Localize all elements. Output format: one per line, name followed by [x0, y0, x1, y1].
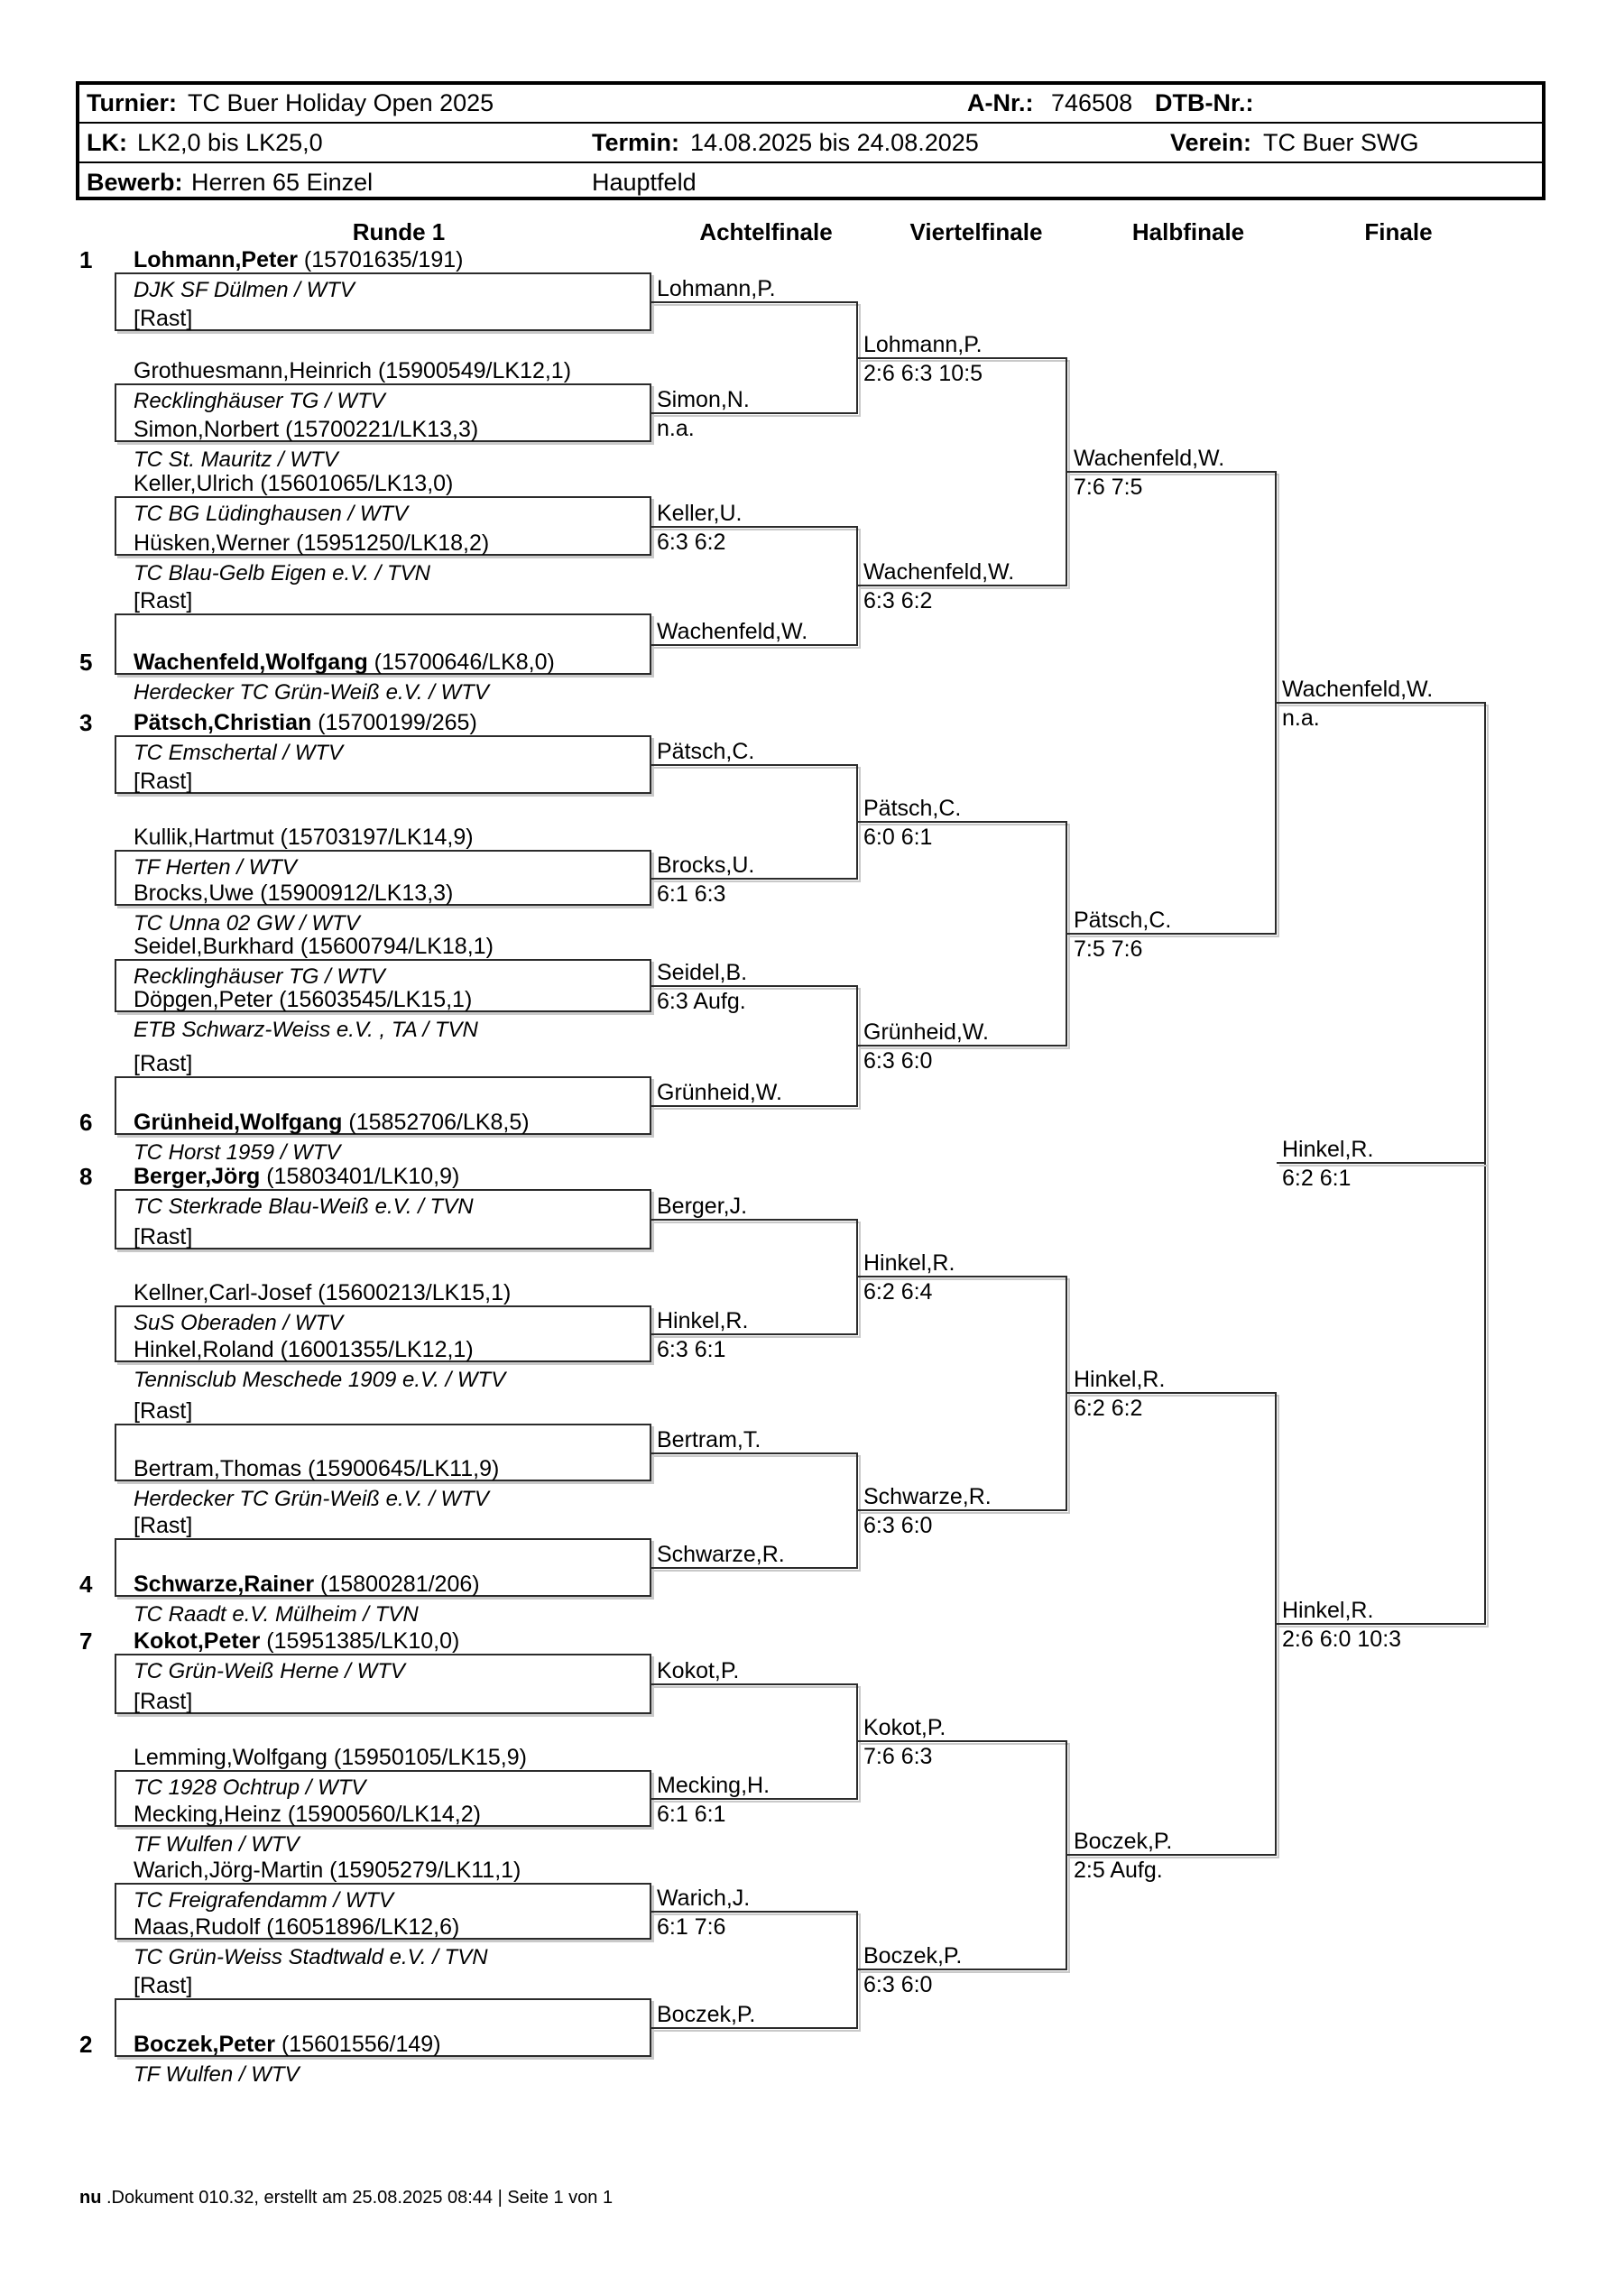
footer-app-name: nu — [79, 2188, 102, 2208]
bracket-line — [858, 1740, 1067, 1742]
match-score: 6:3 6:0 — [863, 1048, 933, 1074]
player-name-rest: [Rast] — [134, 1051, 193, 1076]
winner-name: Boczek,P. — [1074, 1829, 1173, 1854]
player-name — [134, 1398, 192, 1424]
player-name-rest: (15701635/191) — [297, 247, 464, 272]
player-club: TC 1928 Ochtrup / WTV — [134, 1775, 366, 1800]
player-name — [134, 650, 555, 675]
bewerb-value: Herren 65 Einzel — [191, 169, 374, 196]
match-score: 6:3 6:0 — [863, 1513, 933, 1538]
player-name-rest: [Rast] — [134, 1513, 193, 1538]
player-club: Herdecker TC Grün-Weiß e.V. / WTV — [134, 680, 489, 705]
winner-name: Boczek,P. — [657, 2002, 756, 2027]
player-name — [134, 2032, 441, 2057]
player-name-rest: Kellner,Carl-Josef (15600213/LK15,1) — [134, 1280, 512, 1305]
verein-label: Verein: — [1170, 129, 1252, 156]
player-name — [134, 1973, 192, 1998]
verein-value: TC Buer SWG — [1263, 129, 1419, 156]
match-score: 6:3 6:2 — [863, 588, 933, 613]
player-name-rest: Maas,Rudolf (16051896/LK12,6) — [134, 1914, 460, 1940]
player-club: TC BG Lüdinghausen / WTV — [134, 502, 409, 526]
match-score: 7:5 7:6 — [1074, 936, 1143, 962]
bracket-line — [1067, 1854, 1277, 1856]
player-name-rest: Brocks,Uwe (15900912/LK13,3) — [134, 881, 454, 906]
player-club: Recklinghäuser TG / WTV — [134, 964, 385, 989]
player-name-rest: Keller,Ulrich (15601065/LK13,0) — [134, 471, 454, 496]
bracket-line — [1067, 471, 1277, 473]
turnier-value: TC Buer Holiday Open 2025 — [188, 89, 494, 116]
player-name-bold: Grünheid,Wolfgang — [134, 1110, 343, 1135]
seed-number: 2 — [79, 2031, 93, 2058]
player-name — [134, 1572, 480, 1597]
player-club: TC Grün-Weiß Herne / WTV — [134, 1659, 405, 1683]
player-name-rest: Grothuesmann,Heinrich (15900549/LK12,1) — [134, 358, 572, 383]
player-name-rest: (15800281/206) — [314, 1572, 480, 1597]
seed-number: 1 — [79, 246, 93, 273]
bracket-line — [858, 357, 1067, 359]
bracket-line — [1277, 702, 1486, 704]
player-club: DJK SF Dülmen / WTV — [134, 278, 355, 302]
player-name-rest: Bertram,Thomas (15900645/LK11,9) — [134, 1456, 500, 1481]
winner-name: Schwarze,R. — [657, 1542, 785, 1567]
match-score: 6:1 6:3 — [657, 881, 726, 907]
column-header-finale: Finale — [1364, 218, 1433, 245]
player-club: Recklinghäuser TG / WTV — [134, 389, 385, 413]
bracket-line — [651, 301, 858, 303]
header-row-divider — [79, 161, 1542, 163]
player-name-rest: Mecking,Heinz (15900560/LK14,2) — [134, 1802, 481, 1827]
bracket-line — [651, 644, 858, 646]
player-name-rest: Hinkel,Roland (16001355/LK12,1) — [134, 1337, 474, 1362]
winner-name: Mecking,H. — [657, 1773, 770, 1798]
player-club: TC Horst 1959 / WTV — [134, 1140, 341, 1165]
termin-label: Termin: — [592, 129, 680, 156]
player-name-rest: Döpgen,Peter (15603545/LK15,1) — [134, 987, 473, 1012]
bewerb-label: Bewerb: — [87, 169, 183, 196]
bracket-line — [651, 1798, 858, 1800]
match-score: 2:6 6:0 10:3 — [1282, 1627, 1402, 1652]
player-club: Tennisclub Meschede 1909 e.V. / WTV — [134, 1368, 506, 1392]
match-score: 6:0 6:1 — [863, 825, 933, 850]
player-club: TC Raadt e.V. Mülheim / TVN — [134, 1602, 419, 1627]
bracket-line — [858, 585, 1067, 586]
player-name-bold: Boczek,Peter — [134, 2032, 276, 2057]
player-club: TC St. Mauritz / WTV — [134, 447, 338, 472]
winner-name: Hinkel,R. — [657, 1308, 749, 1333]
player-name — [134, 769, 192, 794]
bracket-line — [858, 1509, 1067, 1511]
player-name — [134, 417, 478, 442]
player-name-rest: [Rast] — [134, 1973, 193, 1998]
player-name-rest: [Rast] — [134, 306, 193, 331]
termin-value: 14.08.2025 bis 24.08.2025 — [690, 129, 979, 156]
player-name-rest: (15852706/LK8,5) — [342, 1110, 530, 1135]
player-name-bold: Kokot,Peter — [134, 1628, 261, 1654]
player-name-rest: (15951385/LK10,0) — [260, 1628, 460, 1654]
dtb-label: DTB-Nr.: — [1155, 89, 1254, 116]
player-name — [134, 247, 463, 272]
player-club: Herdecker TC Grün-Weiß e.V. / WTV — [134, 1487, 489, 1511]
match-score: 2:5 Aufg. — [1074, 1858, 1163, 1883]
bracket-line — [651, 2027, 858, 2029]
bracket-line — [651, 526, 858, 528]
player-club: TC Emschertal / WTV — [134, 741, 344, 765]
player-name-rest: [Rast] — [134, 1398, 193, 1424]
bracket-line — [1277, 1623, 1486, 1625]
anr-value: 746508 — [1051, 89, 1133, 116]
player-name-rest: (15700646/LK8,0) — [367, 650, 555, 675]
player-name — [134, 1456, 499, 1481]
footer-text: .Dokument 010.32, erstellt am 25.08.2025 08:44 | Seite 1 von 1 — [101, 2188, 614, 2208]
match-score: 2:6 6:3 10:5 — [863, 361, 983, 386]
seed-number: 8 — [79, 1163, 93, 1190]
player-name-bold: Pätsch,Christian — [134, 710, 312, 735]
player-name — [134, 306, 192, 331]
match-score: 6:3 6:2 — [657, 530, 726, 555]
player-club: SuS Oberaden / WTV — [134, 1311, 344, 1335]
winner-name: Seidel,B. — [657, 960, 748, 985]
winner-name: Pätsch,C. — [1074, 908, 1172, 933]
bracket-line — [858, 821, 1067, 823]
player-name — [134, 1164, 459, 1189]
player-club: TC Sterkrade Blau-Weiß e.V. / TVN — [134, 1194, 474, 1219]
winner-name: Simon,N. — [657, 387, 750, 412]
player-club: TC Grün-Weiss Stadtwald e.V. / TVN — [134, 1945, 488, 1969]
winner-name: Lohmann,P. — [863, 332, 983, 357]
winner-name: Hinkel,R. — [863, 1250, 955, 1276]
player-name-rest: Lemming,Wolfgang (15950105/LK15,9) — [134, 1745, 527, 1770]
bracket-line — [1067, 1392, 1277, 1394]
player-name — [134, 1110, 530, 1135]
bracket-line — [651, 1105, 858, 1107]
player-name — [134, 710, 477, 735]
player-club: TC Freigrafendamm / WTV — [134, 1888, 394, 1913]
bracket-line — [651, 985, 858, 987]
bracket-line — [858, 1045, 1067, 1047]
match-score: 7:6 6:3 — [863, 1744, 933, 1769]
player-name — [134, 1513, 192, 1538]
header-row-divider — [79, 122, 1542, 124]
column-header-achtelfinale: Achtelfinale — [699, 218, 833, 245]
player-name — [134, 1689, 192, 1714]
player-name — [134, 1628, 459, 1654]
player-name-rest: Warich,Jörg-Martin (15905279/LK11,1) — [134, 1858, 521, 1883]
bracket-line — [651, 1683, 858, 1685]
winner-name: Warich,J. — [657, 1886, 751, 1911]
winner-name: Brocks,U. — [657, 853, 755, 878]
winner-name: Hinkel,R. — [1282, 1598, 1374, 1623]
player-name-bold: Wachenfeld,Wolfgang — [134, 650, 368, 675]
match-score: 6:2 6:4 — [863, 1279, 933, 1305]
bracket-line — [651, 1452, 858, 1454]
final-score: 6:2 6:1 — [1282, 1166, 1352, 1191]
bracket-line — [651, 1567, 858, 1569]
winner-name: Keller,U. — [657, 501, 743, 526]
champion-line — [1277, 1162, 1486, 1164]
winner-name: Wachenfeld,W. — [1074, 446, 1225, 471]
feld-value: Hauptfeld — [592, 169, 697, 196]
player-name — [134, 934, 494, 959]
player-club: ETB Schwarz-Weiss e.V. , TA / TVN — [134, 1018, 478, 1042]
player-name-rest: (15700199/265) — [311, 710, 477, 735]
seed-number: 7 — [79, 1627, 93, 1655]
player-name-bold: Berger,Jörg — [134, 1164, 261, 1189]
winner-name: Grünheid,W. — [657, 1080, 782, 1105]
player-club: TF Herten / WTV — [134, 855, 297, 880]
player-name — [134, 471, 453, 496]
player-name — [134, 881, 453, 906]
winner-name: Wachenfeld,W. — [1282, 677, 1434, 702]
match-score: 6:3 6:1 — [657, 1337, 726, 1362]
player-name — [134, 987, 472, 1012]
winner-name: Wachenfeld,W. — [863, 559, 1015, 585]
player-name-rest: Hüsken,Werner (15951250/LK18,2) — [134, 530, 490, 556]
bracket-line — [651, 1333, 858, 1335]
player-name — [134, 1914, 459, 1940]
player-name-rest: [Rast] — [134, 1689, 193, 1714]
player-name-rest: [Rast] — [134, 1224, 193, 1249]
winner-name: Grünheid,W. — [863, 1019, 989, 1045]
lk-value: LK2,0 bis LK25,0 — [137, 129, 323, 156]
player-name-rest: [Rast] — [134, 588, 193, 613]
player-club: TC Blau-Gelb Eigen e.V. / TVN — [134, 561, 431, 586]
bracket-line — [651, 1911, 858, 1913]
player-name — [134, 358, 571, 383]
player-name — [134, 1280, 511, 1305]
player-name — [134, 1802, 481, 1827]
player-name — [134, 1858, 521, 1883]
anr-label: A-Nr.: — [967, 89, 1034, 116]
bracket-line — [651, 1219, 858, 1221]
player-name-rest: Kullik,Hartmut (15703197/LK14,9) — [134, 825, 474, 850]
seed-number: 6 — [79, 1109, 93, 1136]
player-name — [134, 1224, 192, 1249]
player-club: TF Wulfen / WTV — [134, 1832, 300, 1857]
player-name-bold: Schwarze,Rainer — [134, 1572, 315, 1597]
turnier-label: Turnier: — [87, 89, 177, 116]
bracket-line — [1067, 933, 1277, 935]
column-header-runde1: Runde 1 — [352, 218, 446, 245]
winner-name: Berger,J. — [657, 1194, 748, 1219]
winner-name: Kokot,P. — [657, 1658, 740, 1683]
bracket-line — [858, 1276, 1067, 1277]
winner-name: Schwarze,R. — [863, 1484, 992, 1509]
match-score: n.a. — [1282, 705, 1320, 731]
player-name-rest: [Rast] — [134, 769, 193, 794]
bracket-line — [651, 412, 858, 414]
winner-name: Pätsch,C. — [863, 796, 962, 821]
winner-name: Boczek,P. — [863, 1943, 963, 1969]
seed-number: 5 — [79, 649, 93, 676]
player-name-rest: (15803401/LK10,9) — [260, 1164, 460, 1189]
match-score: 6:3 Aufg. — [657, 989, 746, 1014]
player-name — [134, 825, 474, 850]
winner-name: Lohmann,P. — [657, 276, 776, 301]
match-score: 6:1 7:6 — [657, 1914, 726, 1940]
seed-number: 4 — [79, 1571, 93, 1598]
player-name — [134, 1051, 192, 1076]
match-score: 6:2 6:2 — [1074, 1396, 1143, 1421]
winner-name: Hinkel,R. — [1074, 1367, 1166, 1392]
winner-name: Kokot,P. — [863, 1715, 946, 1740]
player-name-bold: Lohmann,Peter — [134, 247, 298, 272]
player-name — [134, 1337, 474, 1362]
player-name-rest: Simon,Norbert (15700221/LK13,3) — [134, 417, 479, 442]
match-score: 6:1 6:1 — [657, 1802, 726, 1827]
match-score: n.a. — [657, 416, 695, 441]
player-club: TF Wulfen / WTV — [134, 2062, 300, 2087]
player-name-rest: (15601556/149) — [275, 2032, 441, 2057]
player-name-rest: Seidel,Burkhard (15600794/LK18,1) — [134, 934, 494, 959]
footer-note — [79, 2187, 613, 2208]
seed-number: 3 — [79, 709, 93, 736]
match-score: 7:6 7:5 — [1074, 475, 1143, 500]
column-header-viertelfinale: Viertelfinale — [909, 218, 1043, 245]
player-name — [134, 530, 489, 556]
player-club: TC Unna 02 GW / WTV — [134, 911, 360, 936]
player-name — [134, 588, 192, 613]
winner-name: Wachenfeld,W. — [657, 619, 808, 644]
column-header-halbfinale: Halbfinale — [1131, 218, 1245, 245]
champion-name: Hinkel,R. — [1282, 1137, 1374, 1162]
match-score: 6:3 6:0 — [863, 1972, 933, 1997]
player-name — [134, 1745, 527, 1770]
bracket-line — [651, 764, 858, 766]
winner-name: Pätsch,C. — [657, 739, 755, 764]
bracket-line — [858, 1969, 1067, 1970]
bracket-line — [651, 878, 858, 880]
lk-label: LK: — [87, 129, 127, 156]
winner-name: Bertram,T. — [657, 1427, 761, 1452]
